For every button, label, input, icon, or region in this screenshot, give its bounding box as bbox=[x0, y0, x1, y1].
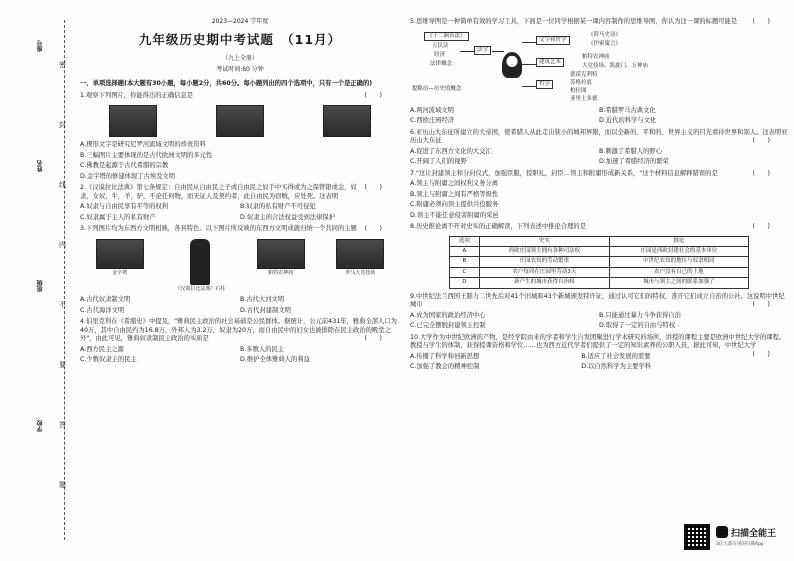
table-cell: 新产生的城市获得自治权 bbox=[479, 278, 609, 288]
table-cell: A bbox=[450, 246, 480, 256]
option-c[interactable]: C.西欧庄园经济 bbox=[410, 117, 455, 124]
school-year: 2023—2024 学年度 bbox=[211, 18, 269, 25]
student-cartoon-icon bbox=[502, 52, 522, 78]
table-row[interactable] bbox=[450, 246, 749, 256]
mm-node: 文字和哲学 bbox=[536, 36, 570, 45]
option-d[interactable]: D.古代封建制文明 bbox=[240, 306, 291, 314]
bind-mark: 答 bbox=[59, 421, 66, 429]
question-7 bbox=[410, 170, 788, 221]
mind-map bbox=[410, 30, 788, 102]
bind-mark: 要 bbox=[59, 361, 66, 369]
cuneiform-tablet-photo bbox=[216, 105, 264, 137]
buddha-relief-photo bbox=[323, 105, 371, 137]
bind-mark: 密 bbox=[59, 61, 66, 69]
table-cell: 城市与领主之间的联系加强了 bbox=[609, 278, 748, 288]
answer-paren[interactable]: ( ) bbox=[752, 301, 770, 309]
answer-paren[interactable]: ( ) bbox=[752, 137, 770, 144]
bind-mark: 内 bbox=[59, 241, 66, 249]
option-d[interactable]: D.领主不能任意侵害附庸的采邑 bbox=[410, 211, 499, 219]
table-cell: 庄园是西欧封建社会的基本单位 bbox=[609, 246, 748, 256]
option-c[interactable]: C.附庸必须向领主提供兵役服务 bbox=[410, 201, 499, 208]
field-seat: 座号 bbox=[37, 40, 44, 52]
question-5 bbox=[410, 18, 788, 126]
option-a[interactable]: A.促进了东西方文化的大交汇 bbox=[410, 147, 492, 155]
table-cell: 农户没有自己的土地 bbox=[609, 267, 748, 277]
inference-table bbox=[449, 236, 749, 289]
colosseum-photo bbox=[336, 239, 384, 269]
q1-images bbox=[80, 105, 400, 137]
question-6 bbox=[410, 129, 788, 167]
answer-paren[interactable]: ( ) bbox=[364, 184, 382, 192]
pyramid-photo bbox=[96, 239, 144, 269]
question-9 bbox=[410, 293, 788, 331]
mm-leaf: 亚里士多德 bbox=[570, 95, 598, 102]
option-c[interactable]: C.古代海洋文明 bbox=[80, 306, 125, 314]
option-a[interactable]: A.成为国家的政治经济中心 bbox=[410, 311, 486, 319]
answer-paren[interactable]: ( ) bbox=[364, 225, 382, 233]
mm-leaf: 《伊索寓言》 bbox=[588, 40, 622, 47]
section-heading: 一、单项选择题(本大题有30小题，每小题2分，共60分。每小题列出的四个选项中，只有一个是正确的) bbox=[80, 80, 373, 88]
qr-code-icon[interactable] bbox=[684, 524, 710, 550]
field-name: 姓名 bbox=[37, 160, 44, 172]
mm-leaf: 苏格拉底 bbox=[570, 79, 593, 86]
mm-leaf: 大竞技场、凯旋门、万神庙 bbox=[582, 62, 649, 69]
question-stem: 1.观察下列图片，你能得出的正确信息是 bbox=[80, 91, 194, 99]
code-stele-photo bbox=[190, 239, 210, 285]
question-3 bbox=[80, 225, 400, 315]
camscanner-logo-icon bbox=[716, 526, 728, 538]
option-b[interactable]: B.多数人的民主 bbox=[240, 345, 285, 353]
option-a[interactable]: A.西方民主之源 bbox=[80, 345, 124, 353]
mm-node: 建筑艺术 bbox=[536, 58, 564, 67]
option-d[interactable]: D.金字塔的修建体现了古埃及文明 bbox=[80, 172, 176, 180]
answer-paren[interactable]: ( ) bbox=[752, 223, 770, 230]
exam-scope: （九上全册） bbox=[221, 54, 258, 62]
right-column bbox=[410, 18, 788, 372]
question-8 bbox=[410, 223, 788, 289]
parthenon-photo bbox=[257, 239, 305, 269]
question-stem: 7."这让封建领主和分封仪式，加强臣服，授职礼，封臣…领主和附庸形成新关系，"这个材料信息解释错误的是 bbox=[410, 169, 718, 177]
option-b[interactable]: B.领主与附庸之间有严格等级性 bbox=[410, 190, 499, 198]
pyramid-photo bbox=[109, 105, 157, 137]
option-c[interactable]: C.加强了教会的精神控制 bbox=[410, 363, 480, 371]
table-header: 推论 bbox=[609, 236, 748, 246]
option-b[interactable]: B.三幅图片主要体现的是古代欧洲文明的多元性 bbox=[80, 151, 213, 159]
option-a[interactable]: A.奴隶与自由民享有平等的权利 bbox=[80, 203, 169, 211]
image-caption: 罗马大竞技场 bbox=[345, 269, 376, 276]
option-c[interactable]: C.开阔了人们的视野 bbox=[410, 158, 467, 165]
option-c[interactable]: C.佛教是起源于古代希腊的宗教 bbox=[80, 162, 169, 170]
question-stem: 10.大学作为中世纪欧洲的产物，是经学院由来的学者和学生自发团聚进行学术研究的场所，讲授的课程主要是欧洲中世纪大学的课程。教授与学生的体制，获得授课资格和学位……也为西方近代学者们提供了一定的知识素养的公职人员，据此可知，中世纪大学 bbox=[410, 333, 786, 350]
field-class: 班级 bbox=[37, 280, 44, 292]
field-school: 学校 bbox=[37, 420, 44, 432]
option-d[interactable]: D.奴隶主的合法权益受到法律保护 bbox=[240, 213, 336, 221]
mm-leaf: 柏拉图 bbox=[570, 87, 587, 94]
option-b[interactable]: B.刺激了希腊人的野心 bbox=[599, 147, 662, 155]
option-c[interactable]: C.奴隶属于主人的私有财产 bbox=[80, 213, 156, 221]
mm-node: 法学 bbox=[474, 46, 491, 55]
question-4 bbox=[80, 318, 400, 365]
table-cell: 农户每周在庄园里劳动3天 bbox=[479, 267, 609, 277]
option-c[interactable]: C.少数奴隶主的民主 bbox=[80, 356, 137, 364]
bind-mark: 题 bbox=[59, 481, 66, 489]
option-d[interactable]: D.以自然科学为主要学科 bbox=[581, 363, 652, 371]
option-b[interactable]: B.适应了社会发展的需要 bbox=[581, 352, 651, 360]
left-column bbox=[80, 18, 400, 365]
table-row[interactable] bbox=[450, 267, 749, 277]
option-d[interactable]: D.加速了希腊经济的繁荣 bbox=[599, 158, 669, 165]
answer-paren[interactable]: ( ) bbox=[364, 335, 382, 343]
question-2 bbox=[80, 184, 400, 222]
mm-leaf: 法律概念 bbox=[430, 60, 453, 67]
mm-node: 《十二铜表法》 bbox=[424, 32, 469, 41]
question-stem: 9.中世纪法兰西国王腓力二世先后对41个旧城和43个新城颁发特许证，通过认可它们的特权，准许它们成立自治的公社。这说明中世纪城市 bbox=[410, 292, 785, 309]
image-caption: 金字塔 bbox=[112, 269, 128, 276]
question-stem: 2.《汉谟拉比法典》第七条规定：自由民从自由民之子或自由民之奴手中买得或为之保管银或金，奴隶，女奴，牛，羊，驴，不论任何物，而无证人及契约者，此自由民为窃贼，应处死。这表明 bbox=[80, 184, 357, 200]
question-stem: 4.伯里克利在《希腊史》中提及，"雅典民主政治的社会基础是公民群体。据统计，公元前431年，雅典全部人口为40万，其中自由民约为16.8万，外邦人为3.2万，奴隶为20万，而自由民中的妇女也被排除在民主政治的殿堂之外"，由此可见，雅典奴隶制民主政治的实质是 bbox=[80, 318, 397, 343]
option-a[interactable]: A.两河流域文明 bbox=[410, 106, 454, 114]
option-b[interactable]: B.古代大河文明 bbox=[240, 296, 285, 304]
table-cell: C bbox=[450, 267, 480, 277]
question-stem: 8.历史推论离不开对史实的正确解读，下列表述中推论合理的是 bbox=[410, 223, 587, 230]
table-cell: 庄园农奴的劳动繁重 bbox=[479, 257, 609, 267]
option-d[interactable]: D.取得了一定的自由与特权 bbox=[599, 322, 676, 330]
table-cell: B bbox=[450, 257, 480, 267]
mm-node: 哲学 bbox=[536, 80, 553, 89]
brand-tagline: 3亿人都在用的扫描App bbox=[716, 542, 764, 547]
option-a[interactable]: A.古代奴隶制文明 bbox=[80, 296, 131, 304]
mm-leaf: 万民法 bbox=[432, 42, 449, 49]
table-header: 选项 bbox=[450, 236, 480, 246]
option-b[interactable]: B.希腊罗马古典文化 bbox=[599, 106, 656, 114]
table-row[interactable] bbox=[450, 278, 749, 288]
bind-mark: 不 bbox=[59, 301, 66, 309]
option-b[interactable]: B.只能通过暴力斗争获得自治 bbox=[599, 311, 681, 319]
page-title: 九年级历史期中考试题 （11月） bbox=[138, 32, 342, 48]
mm-leaf: 德谟克利特 bbox=[570, 71, 598, 78]
mm-leaf: 提略历—历史的概念 bbox=[412, 85, 462, 92]
option-a[interactable]: A.传播了科学和创新思想 bbox=[410, 352, 480, 360]
question-stem: 5.思维导图是一种简单有效的学习工具，下面是一位同学根据某一课内容制作的思维导图，你认为这一课的标题可能是 bbox=[410, 18, 738, 25]
mm-leaf: 经济 bbox=[434, 51, 446, 58]
image-caption: 帕特农神庙 bbox=[268, 269, 294, 276]
question-1 bbox=[80, 92, 400, 182]
option-c[interactable]: C.已完全摆脱封建领主控制 bbox=[410, 322, 486, 330]
brand-name: 扫描全能王 bbox=[731, 529, 777, 539]
table-cell: D bbox=[450, 278, 480, 288]
option-d[interactable]: D.近代的科学与文化 bbox=[599, 117, 657, 124]
bind-mark: 线 bbox=[59, 181, 66, 189]
answer-paren[interactable]: ( ) bbox=[752, 350, 770, 358]
table-cell: 中世纪农奴的地位与奴隶相同 bbox=[609, 257, 748, 267]
answer-paren[interactable]: ( ) bbox=[752, 18, 770, 25]
bind-mark: 封 bbox=[59, 121, 66, 129]
answer-paren[interactable]: ( ) bbox=[364, 91, 382, 99]
option-b[interactable]: B.奴隶的私有财产不可侵犯 bbox=[240, 203, 316, 211]
option-a[interactable]: A.领主与附庸之间权利义务分离 bbox=[410, 180, 499, 187]
table-cell: 西欧庄园领主拥有各种司法权 bbox=[479, 246, 609, 256]
option-d[interactable]: D.维护全体雅典人的利益 bbox=[240, 356, 310, 364]
option-a[interactable]: A.楔形文字是研究尼罗河流域文明的珍贵资料 bbox=[80, 141, 206, 149]
binding-margin bbox=[6, 20, 76, 540]
table-row[interactable] bbox=[450, 257, 749, 267]
answer-paren[interactable]: ( ) bbox=[752, 169, 770, 177]
mm-leaf: 《荷马史诗》 bbox=[588, 31, 622, 38]
binding-dashed-line bbox=[64, 20, 65, 540]
exam-time: 考试时间:60 分钟 bbox=[216, 66, 264, 74]
question-stem: 6.亚历山大东征所建立的大帝国，使希腊人从此走出狭小的城邦界限，而以全新的、平和的、世界主义的目光看待世界和别人。这表明亚历山大东征 bbox=[410, 128, 788, 144]
q3-images bbox=[80, 239, 400, 293]
mm-leaf: 帕特农神庙 bbox=[582, 53, 610, 60]
table-header: 史实 bbox=[479, 236, 609, 246]
question-10 bbox=[410, 334, 788, 372]
image-caption: 《汉谟拉比法典》石柱 bbox=[175, 285, 226, 292]
question-stem: 3.下列图片均为东西方文明相映，各具特色。以下图片所反映的东西方文明成就归纳一个共同的主题 bbox=[80, 225, 357, 233]
